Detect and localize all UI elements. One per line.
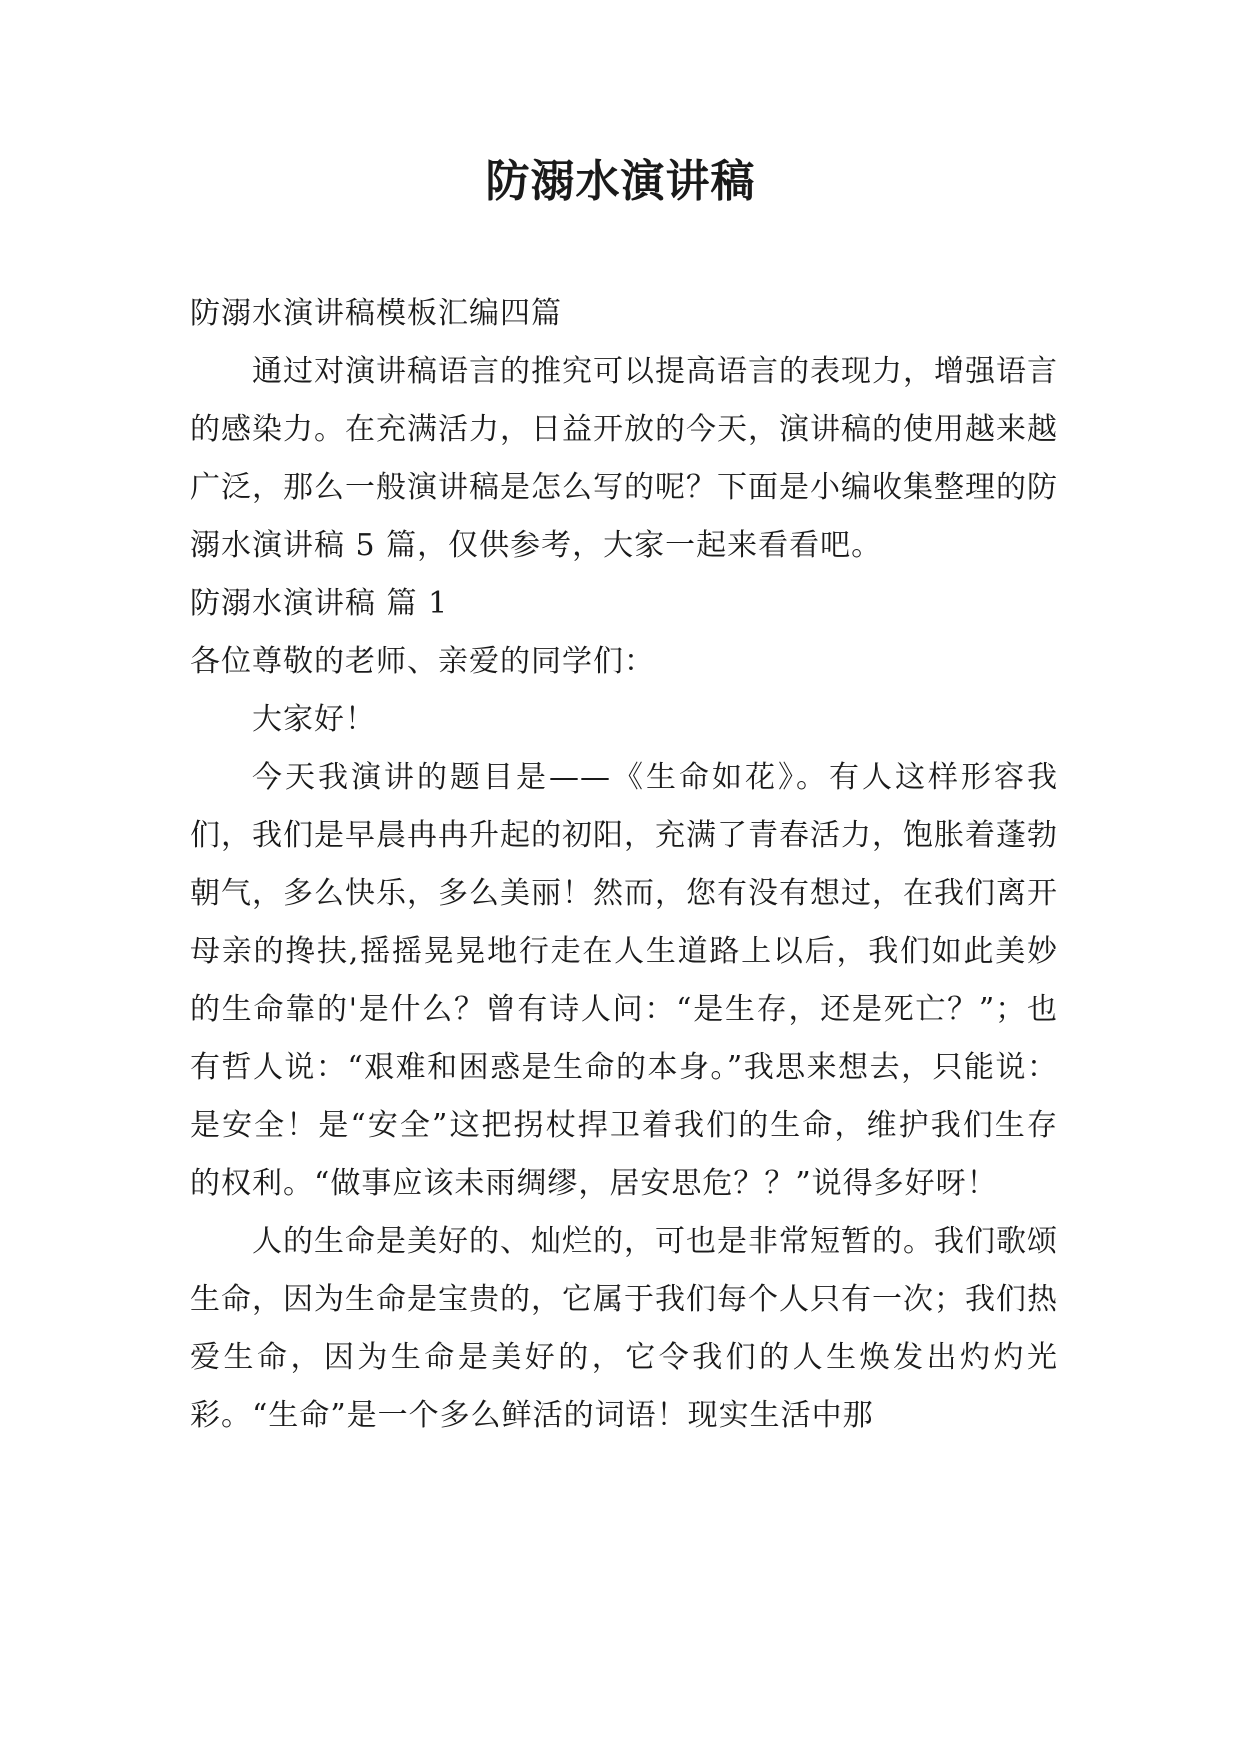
intro-paragraph: 通过对演讲稿语言的推究可以提高语言的表现力，增强语言的感染力。在充满活力，日益开放的今天，演讲稿的使用越来越广泛，那么一般演讲稿是怎么写的呢？下面是小编收集整理的防溺水演讲稿 5 篇，仅供参考，大家一起来看看吧。 (190, 354, 1058, 563)
document-title: 防溺水演讲稿 (485, 156, 756, 207)
section-heading: 防溺水演讲稿 篇 1 (190, 586, 449, 621)
document-body (190, 285, 1058, 1445)
body-paragraph: 人的生命是美好的、灿烂的，可也是非常短暂的。我们歌颂生命，因为生命是宝贵的，它属于我们每个人只有一次；我们热爱生命，因为生命是美好的，它令我们的人生焕发出灼灼光彩。“生命”是一个多么鲜活的词语！现实生活中那 (190, 1224, 1058, 1433)
subtitle-paragraph: 防溺水演讲稿模板汇编四篇 (190, 296, 562, 331)
body-paragraph: 今天我演讲的题目是——《生命如花》。有人这样形容我们，我们是早晨冉冉升起的初阳，充满了青春活力，饱胀着蓬勃朝气，多么快乐，多么美丽！然而，您有没有想过，在我们离开母亲的搀扶,摇摇晃晃地行走在人生道路上以后，我们如此美妙的生命靠的'是什么？曾有诗人问：“是生存，还是死亡？”；也有哲人说：“艰难和困惑是生命的本身。”我思来想去，只能说：是安全！是“安全”这把拐杖捍卫着我们的生命，维护我们生存的权利。“做事应该未雨绸缪，居安思危？？”说得多好呀！ (190, 760, 1058, 1201)
salutation-paragraph: 各位尊敬的老师、亲爱的同学们： (190, 644, 655, 679)
greeting-paragraph: 大家好！ (252, 702, 376, 737)
